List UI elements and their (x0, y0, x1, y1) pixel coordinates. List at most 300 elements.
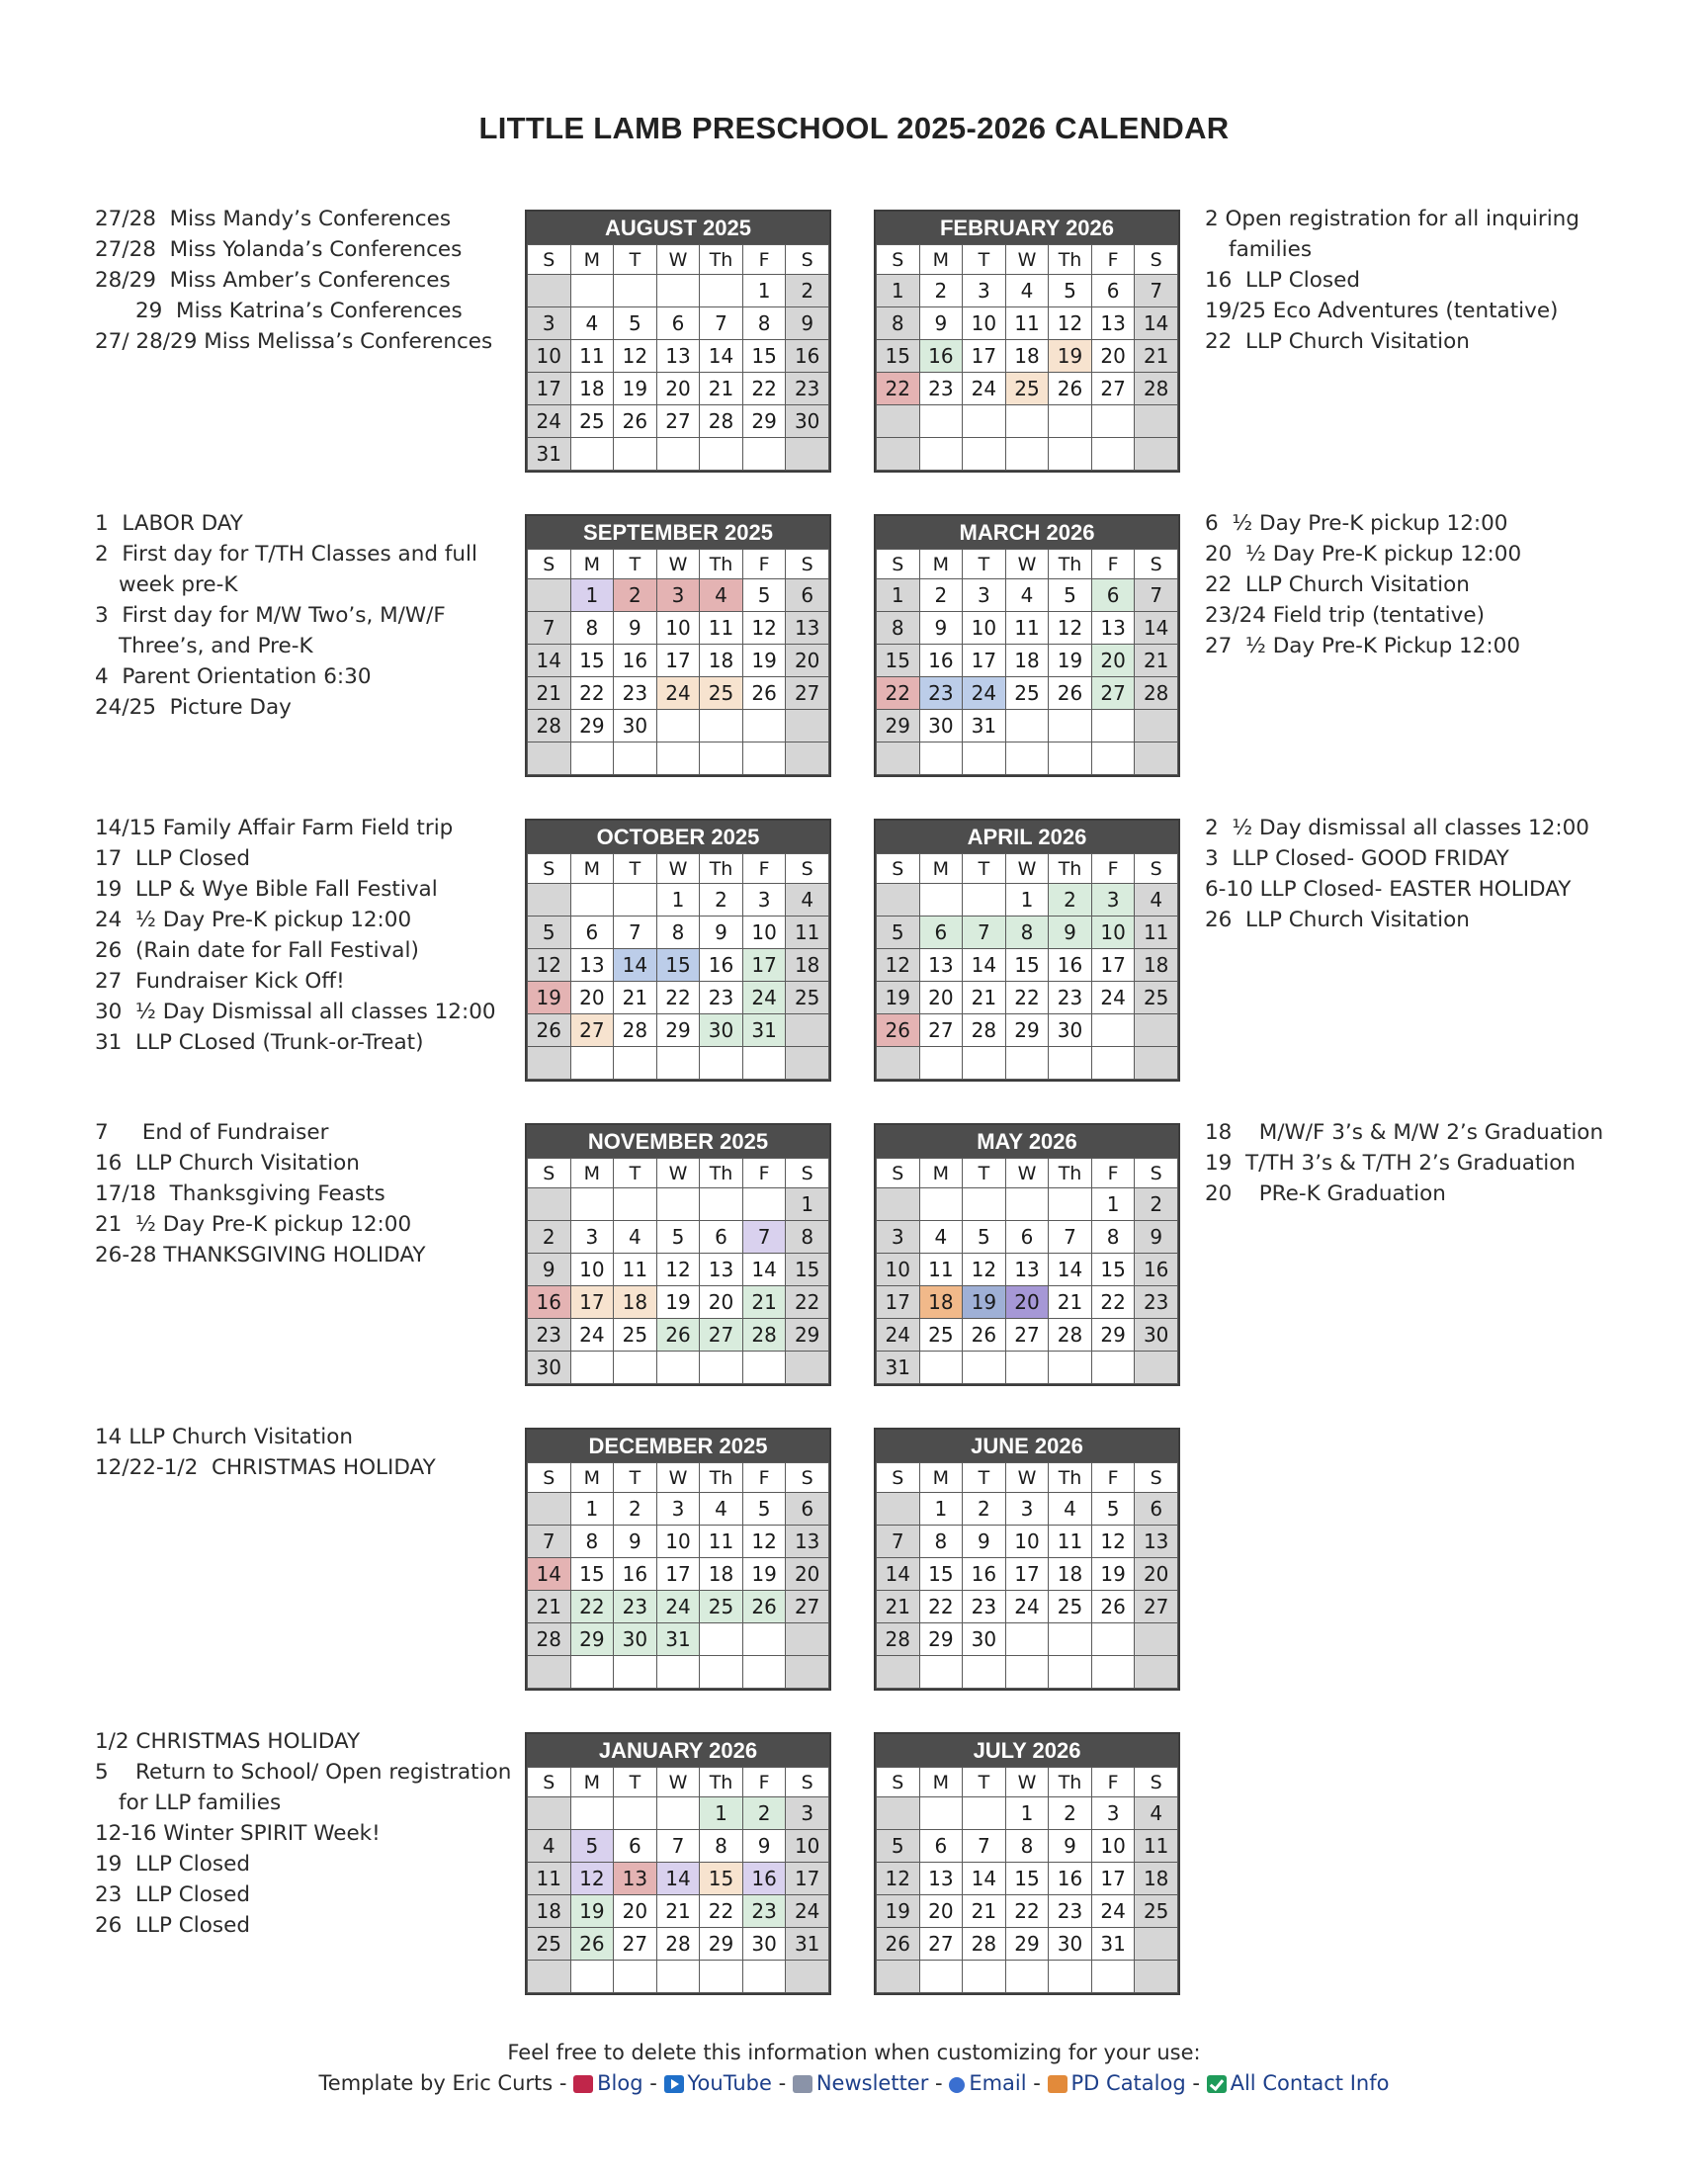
event-note: 19/25 Eco Adventures (tentative) (1205, 299, 1559, 323)
day-cell: 23 (528, 1319, 571, 1352)
week-row (877, 340, 1178, 373)
weekday-header: W (1005, 1768, 1049, 1797)
week-row (877, 1558, 1178, 1591)
empty-day-cell (528, 1797, 571, 1830)
week-row (528, 1797, 829, 1830)
weekday-header: S (786, 1768, 829, 1797)
day-cell: 22 (656, 982, 700, 1014)
day-cell: 16 (1049, 949, 1092, 982)
day-cell: 28 (963, 1014, 1006, 1047)
day-cell: 4 (1049, 1493, 1092, 1526)
event-note: 6 ½ Day Pre-K pickup 12:00 (1205, 511, 1508, 536)
empty-day-cell (1091, 438, 1135, 471)
empty-day-cell (700, 1656, 743, 1689)
day-cell: 26 (528, 1014, 571, 1047)
day-cell: 15 (700, 1863, 743, 1895)
weekday-header: F (742, 1768, 786, 1797)
day-cell: 23 (614, 1591, 657, 1623)
weekday-header: M (919, 245, 963, 275)
empty-day-cell (1005, 1188, 1049, 1221)
empty-day-cell (614, 884, 657, 917)
empty-day-cell (656, 1961, 700, 1993)
weekday-header: Th (700, 1159, 743, 1188)
day-cell: 27 (1005, 1319, 1049, 1352)
day-cell: 14 (700, 340, 743, 373)
day-cell: 29 (1091, 1319, 1135, 1352)
empty-day-cell (570, 742, 614, 775)
day-cell: 9 (700, 917, 743, 949)
empty-day-cell (614, 1188, 657, 1221)
day-cell: 9 (1049, 917, 1092, 949)
empty-day-cell (700, 1047, 743, 1080)
event-note: 24/25 Picture Day (95, 695, 292, 720)
week-row (877, 884, 1178, 917)
day-cell: 26 (656, 1319, 700, 1352)
empty-day-cell (570, 884, 614, 917)
day-cell: 1 (919, 1493, 963, 1526)
month-grid (876, 1462, 1178, 1689)
weekday-header: S (528, 854, 571, 884)
week-row (528, 677, 829, 710)
day-cell: 18 (1135, 949, 1178, 982)
empty-day-cell (919, 1797, 963, 1830)
month-calendar (874, 819, 1180, 1082)
empty-day-cell (614, 1047, 657, 1080)
event-note: 17/18 Thanksgiving Feasts (95, 1181, 385, 1206)
day-cell: 17 (656, 1558, 700, 1591)
weekday-header: S (1135, 1159, 1178, 1188)
month-grid (876, 244, 1178, 471)
day-cell: 20 (1091, 645, 1135, 677)
day-cell: 19 (877, 1895, 920, 1928)
weekday-header: T (963, 245, 1006, 275)
month-calendar (525, 514, 831, 777)
empty-day-cell (1091, 1014, 1135, 1047)
month-title: NOVEMBER 2025 (527, 1125, 829, 1158)
footer-link[interactable]: Blog (597, 2071, 643, 2095)
empty-day-cell (700, 1352, 743, 1384)
day-cell: 21 (1135, 340, 1178, 373)
day-cell: 20 (614, 1895, 657, 1928)
day-cell: 19 (1049, 645, 1092, 677)
day-cell: 13 (614, 1863, 657, 1895)
day-cell: 16 (786, 340, 829, 373)
day-cell: 27 (656, 405, 700, 438)
day-cell: 8 (570, 1526, 614, 1558)
footer-link[interactable]: Newsletter (815, 2071, 929, 2095)
empty-day-cell (1049, 742, 1092, 775)
day-cell: 24 (963, 373, 1006, 405)
weekday-header: Th (700, 1768, 743, 1797)
day-cell: 25 (1135, 982, 1178, 1014)
week-row (877, 1623, 1178, 1656)
weekday-header: Th (700, 854, 743, 884)
day-cell: 16 (742, 1863, 786, 1895)
footer-link[interactable]: PD Catalog (1070, 2071, 1186, 2095)
day-cell: 27 (700, 1319, 743, 1352)
day-cell: 5 (656, 1221, 700, 1254)
empty-day-cell (700, 1188, 743, 1221)
footer-links (0, 2071, 1708, 2095)
day-cell: 12 (877, 949, 920, 982)
week-row (528, 710, 829, 742)
day-cell: 24 (963, 677, 1006, 710)
empty-day-cell (963, 1047, 1006, 1080)
day-cell: 28 (700, 405, 743, 438)
day-cell: 2 (614, 1493, 657, 1526)
empty-day-cell (1091, 1623, 1135, 1656)
event-note: 2 Open registration for all inquiring (1205, 207, 1580, 231)
day-cell: 25 (1049, 1591, 1092, 1623)
weekday-header: T (963, 1768, 1006, 1797)
day-cell: 10 (742, 917, 786, 949)
empty-day-cell (1091, 1047, 1135, 1080)
week-row (528, 1286, 829, 1319)
day-cell: 17 (786, 1863, 829, 1895)
day-cell: 26 (614, 405, 657, 438)
empty-day-cell (656, 1656, 700, 1689)
day-cell: 21 (877, 1591, 920, 1623)
day-cell: 14 (528, 1558, 571, 1591)
day-cell: 3 (1091, 884, 1135, 917)
event-note: 16 LLP Church Visitation (95, 1151, 360, 1176)
empty-day-cell (1091, 710, 1135, 742)
day-cell: 25 (1005, 677, 1049, 710)
day-cell: 16 (528, 1286, 571, 1319)
day-cell: 31 (877, 1352, 920, 1384)
empty-day-cell (656, 1047, 700, 1080)
empty-day-cell (614, 438, 657, 471)
day-cell: 30 (963, 1623, 1006, 1656)
day-cell: 2 (700, 884, 743, 917)
day-cell: 23 (963, 1591, 1006, 1623)
day-cell: 10 (570, 1254, 614, 1286)
empty-day-cell (614, 1656, 657, 1689)
day-cell: 6 (786, 1493, 829, 1526)
weekday-header: W (1005, 1159, 1049, 1188)
day-cell: 25 (786, 982, 829, 1014)
day-cell: 22 (1005, 982, 1049, 1014)
empty-day-cell (919, 1961, 963, 1993)
catalog-icon (1048, 2075, 1068, 2093)
weekday-header: M (919, 854, 963, 884)
day-cell: 28 (1049, 1319, 1092, 1352)
weekday-header: W (656, 1463, 700, 1493)
month-grid (527, 1767, 829, 1993)
empty-day-cell (1135, 438, 1178, 471)
week-row (877, 1863, 1178, 1895)
day-cell: 18 (919, 1286, 963, 1319)
day-cell: 3 (963, 579, 1006, 612)
day-cell: 30 (614, 710, 657, 742)
day-cell: 6 (919, 917, 963, 949)
month-calendar (874, 1123, 1180, 1386)
day-cell: 8 (700, 1830, 743, 1863)
empty-day-cell (1005, 1352, 1049, 1384)
day-cell: 13 (1135, 1526, 1178, 1558)
day-cell: 13 (1091, 612, 1135, 645)
day-cell: 2 (919, 275, 963, 307)
day-cell: 31 (963, 710, 1006, 742)
page-title: LITTLE LAMB PRESCHOOL 2025-2026 CALENDAR (478, 111, 1230, 145)
day-cell: 7 (700, 307, 743, 340)
weekday-header: S (528, 1768, 571, 1797)
day-cell: 10 (877, 1254, 920, 1286)
day-cell: 2 (1049, 1797, 1092, 1830)
month-title: DECEMBER 2025 (527, 1430, 829, 1462)
day-cell: 24 (656, 1591, 700, 1623)
week-row (528, 1493, 829, 1526)
day-cell: 12 (877, 1863, 920, 1895)
day-cell: 3 (1091, 1797, 1135, 1830)
event-note: 2 ½ Day dismissal all classes 12:00 (1205, 816, 1589, 840)
empty-day-cell (919, 405, 963, 438)
day-cell: 22 (1091, 1286, 1135, 1319)
day-cell: 7 (528, 1526, 571, 1558)
day-cell: 27 (786, 1591, 829, 1623)
day-cell: 15 (570, 1558, 614, 1591)
empty-day-cell (1091, 405, 1135, 438)
contact-icon (1207, 2075, 1227, 2093)
day-cell: 29 (700, 1928, 743, 1961)
day-cell: 20 (700, 1286, 743, 1319)
week-row (528, 1591, 829, 1623)
week-row (877, 275, 1178, 307)
month-grid (527, 853, 829, 1080)
day-cell: 25 (919, 1319, 963, 1352)
empty-day-cell (877, 884, 920, 917)
footer-link[interactable]: YouTube (687, 2071, 772, 2095)
event-note: 27/28 Miss Mandy’s Conferences (95, 207, 452, 231)
week-row (877, 1656, 1178, 1689)
day-cell: 1 (656, 884, 700, 917)
week-row (877, 1286, 1178, 1319)
week-row (528, 275, 829, 307)
event-note: 4 Parent Orientation 6:30 (95, 664, 372, 689)
empty-day-cell (570, 1047, 614, 1080)
event-note: 24 ½ Day Pre-K pickup 12:00 (95, 908, 412, 932)
day-cell: 12 (528, 949, 571, 982)
week-row (877, 1591, 1178, 1623)
day-cell: 5 (1049, 579, 1092, 612)
event-note: 3 LLP Closed- GOOD FRIDAY (1205, 846, 1509, 871)
footer-link[interactable]: Email (969, 2071, 1027, 2095)
day-cell: 12 (614, 340, 657, 373)
week-row (877, 645, 1178, 677)
footer-prefix: Template by Eric Curts - (318, 2071, 574, 2095)
weekday-header: M (919, 1768, 963, 1797)
day-cell: 15 (656, 949, 700, 982)
day-cell: 11 (1005, 612, 1049, 645)
day-cell: 20 (919, 1895, 963, 1928)
week-row (877, 307, 1178, 340)
calendar-row (0, 1120, 1708, 1400)
day-cell: 23 (1049, 1895, 1092, 1928)
empty-day-cell (1049, 1352, 1092, 1384)
day-cell: 5 (963, 1221, 1006, 1254)
day-cell: 16 (614, 1558, 657, 1591)
weekday-header: S (877, 1768, 920, 1797)
day-cell: 11 (919, 1254, 963, 1286)
weekday-header: W (1005, 550, 1049, 579)
event-note: 12-16 Winter SPIRIT Week! (95, 1821, 381, 1846)
empty-day-cell (742, 710, 786, 742)
day-cell: 1 (1091, 1188, 1135, 1221)
day-cell: 27 (614, 1928, 657, 1961)
empty-day-cell (570, 1797, 614, 1830)
day-cell: 28 (656, 1928, 700, 1961)
empty-day-cell (963, 1188, 1006, 1221)
day-cell: 16 (919, 645, 963, 677)
empty-day-cell (528, 1047, 571, 1080)
day-cell: 4 (570, 307, 614, 340)
calendar-row (0, 511, 1708, 791)
day-cell: 14 (656, 1863, 700, 1895)
event-note: 29 Miss Katrina’s Conferences (95, 299, 463, 323)
month-title: JANUARY 2026 (527, 1734, 829, 1767)
day-cell: 14 (963, 949, 1006, 982)
day-cell: 23 (1135, 1286, 1178, 1319)
week-row (528, 1830, 829, 1863)
day-cell: 21 (963, 1895, 1006, 1928)
day-cell: 29 (742, 405, 786, 438)
day-cell: 1 (1005, 884, 1049, 917)
weekday-header: M (570, 1463, 614, 1493)
empty-day-cell (963, 1961, 1006, 1993)
link-separator: - (771, 2071, 793, 2095)
day-cell: 26 (1049, 677, 1092, 710)
day-cell: 30 (700, 1014, 743, 1047)
month-calendar (525, 1732, 831, 1995)
weekday-header: W (656, 245, 700, 275)
empty-day-cell (786, 1961, 829, 1993)
month-title: MARCH 2026 (876, 516, 1178, 549)
empty-day-cell (963, 1352, 1006, 1384)
day-cell: 29 (877, 710, 920, 742)
day-cell: 24 (1005, 1591, 1049, 1623)
day-cell: 5 (742, 1493, 786, 1526)
week-row (528, 1656, 829, 1689)
event-notes-left (95, 1726, 510, 1941)
day-cell: 29 (1005, 1928, 1049, 1961)
day-cell: 7 (614, 917, 657, 949)
day-cell: 28 (1135, 373, 1178, 405)
weekday-header: T (963, 854, 1006, 884)
empty-day-cell (1135, 1047, 1178, 1080)
weekday-header-row (528, 1463, 829, 1493)
day-cell: 9 (742, 1830, 786, 1863)
day-cell: 24 (742, 982, 786, 1014)
calendar-row (0, 1729, 1708, 2009)
day-cell: 6 (570, 917, 614, 949)
month-calendar (525, 1428, 831, 1691)
day-cell: 11 (570, 340, 614, 373)
empty-day-cell (528, 1493, 571, 1526)
event-notes-right (1205, 1117, 1640, 1209)
day-cell: 2 (614, 579, 657, 612)
day-cell: 19 (570, 1895, 614, 1928)
day-cell: 15 (1091, 1254, 1135, 1286)
weekday-header-row (528, 1768, 829, 1797)
week-row (528, 982, 829, 1014)
day-cell: 1 (877, 275, 920, 307)
day-cell: 24 (656, 677, 700, 710)
day-cell: 20 (656, 373, 700, 405)
day-cell: 1 (742, 275, 786, 307)
day-cell: 13 (1091, 307, 1135, 340)
week-row (877, 1830, 1178, 1863)
day-cell: 6 (656, 307, 700, 340)
empty-day-cell (963, 1656, 1006, 1689)
month-calendar (874, 514, 1180, 777)
month-grid (876, 853, 1178, 1080)
empty-day-cell (1049, 1623, 1092, 1656)
day-cell: 28 (614, 1014, 657, 1047)
weekday-header: Th (700, 550, 743, 579)
empty-day-cell (877, 405, 920, 438)
week-row (528, 884, 829, 917)
month-grid (876, 1767, 1178, 1993)
month-title: APRIL 2026 (876, 821, 1178, 853)
day-cell: 10 (1005, 1526, 1049, 1558)
weekday-header: F (1091, 1159, 1135, 1188)
event-note: 12/22-1/2 CHRISTMAS HOLIDAY (95, 1455, 436, 1480)
weekday-header: W (1005, 854, 1049, 884)
empty-day-cell (1135, 710, 1178, 742)
day-cell: 17 (570, 1286, 614, 1319)
day-cell: 27 (1091, 677, 1135, 710)
day-cell: 16 (700, 949, 743, 982)
link-separator: - (642, 2071, 664, 2095)
empty-day-cell (1005, 405, 1049, 438)
footer-link[interactable]: All Contact Info (1230, 2071, 1390, 2095)
day-cell: 31 (528, 438, 571, 471)
week-row (877, 1928, 1178, 1961)
day-cell: 12 (1091, 1526, 1135, 1558)
weekday-header: S (1135, 245, 1178, 275)
event-note: 31 LLP CLosed (Trunk-or-Treat) (95, 1030, 424, 1055)
weekday-header: M (570, 245, 614, 275)
event-note: 1/2 CHRISTMAS HOLIDAY (95, 1729, 361, 1754)
day-cell: 28 (963, 1928, 1006, 1961)
day-cell: 25 (528, 1928, 571, 1961)
day-cell: 8 (786, 1221, 829, 1254)
event-note: 23/24 Field trip (tentative) (1205, 603, 1485, 628)
week-row (528, 1047, 829, 1080)
event-note: 18 M/W/F 3’s & M/W 2’s Graduation (1205, 1120, 1604, 1145)
weekday-header: F (742, 1463, 786, 1493)
week-row (877, 612, 1178, 645)
week-row (877, 438, 1178, 471)
day-cell: 2 (1049, 884, 1092, 917)
week-row (528, 1623, 829, 1656)
day-cell: 23 (919, 677, 963, 710)
empty-day-cell (1049, 710, 1092, 742)
week-row (528, 1352, 829, 1384)
weekday-header: F (742, 854, 786, 884)
day-cell: 28 (1135, 677, 1178, 710)
day-cell: 7 (528, 612, 571, 645)
day-cell: 16 (1049, 1863, 1092, 1895)
empty-day-cell (1091, 1656, 1135, 1689)
month-grid (527, 1158, 829, 1384)
weekday-header: S (786, 245, 829, 275)
event-note: 7 End of Fundraiser (95, 1120, 329, 1145)
newsletter-icon (793, 2075, 812, 2093)
day-cell: 29 (786, 1319, 829, 1352)
day-cell: 25 (700, 1591, 743, 1623)
empty-day-cell (742, 1623, 786, 1656)
